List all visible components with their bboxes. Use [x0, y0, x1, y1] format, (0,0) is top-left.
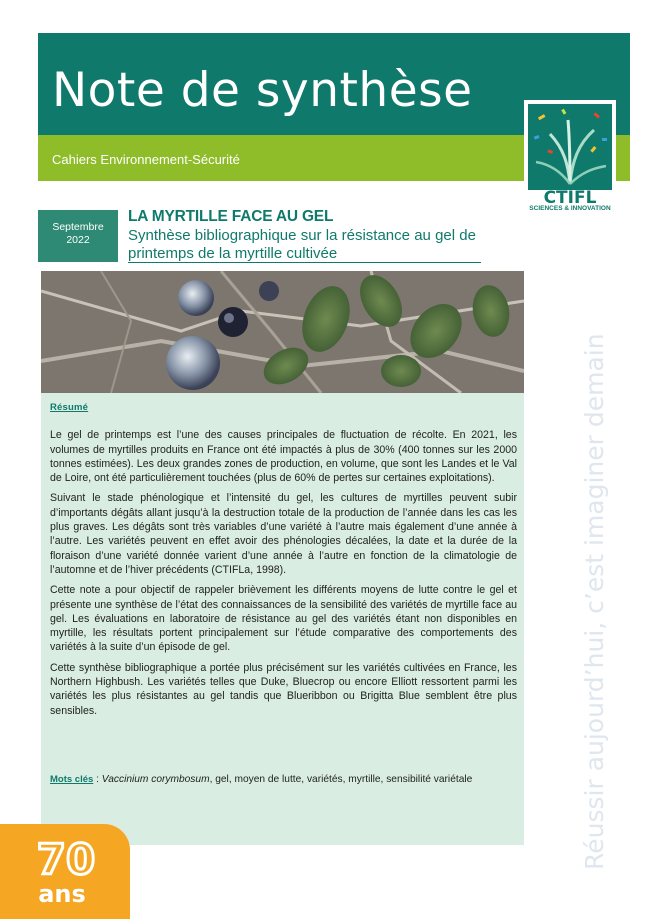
abstract-paragraph: Suivant le stade phénologique et l’intensité du gel, les cultures de myrtilles peuvent subir d’importants dégâts allant jusqu’à la destruction totale de la production de l’année dans les cas les plus graves. Les dégâts sont très variables d’une variété à l’autre mais également d’une année à l’autre. Les variétés peuvent en effet avoir des phénologies décalées, la date et la durée de la floraison d’une variété donnée varient d’une année à l’autre en fonction de la climatologie de l’automne et de l’hiver précédents (CTIFLa, 1998). — [50, 492, 517, 576]
abstract-panel — [41, 393, 524, 845]
keywords-label: Mots clés — [50, 774, 94, 785]
logo-tagline: SCIENCES & INNOVATION — [529, 205, 611, 212]
frosted-blueberry-photo — [41, 271, 524, 393]
article-subtitle: Synthèse bibliographique sur la résistance au gel de printemps de la myrtille cultivée — [128, 227, 476, 262]
abstract-paragraph: Cette note a pour objectif de rappeler brièvement les différents moyens de lutte contre le gel et présente une synthèse de l’état des connaissances de la sensibilité des variétés de myrtille face au gel. Les évaluations en laboratoire de résistance au gel des variétés étant non disponibles en myrtille, les résultats portent principalement sur l’étude comparative des comportements des variétés à la suite d’un épisode de gel. — [50, 584, 517, 654]
article-title: LA MYRTILLE FACE AU GEL — [128, 208, 334, 225]
page-title: Note de synthèse — [52, 63, 473, 118]
vertical-slogan: Réussir aujourd’hui, c’est imaginer demain — [580, 333, 609, 870]
logo-emblem — [528, 104, 612, 190]
photo-illustration — [41, 271, 524, 393]
date-year: 2022 — [66, 234, 90, 246]
series-name: Cahiers Environnement-Sécurité — [52, 152, 240, 167]
abstract-heading: Résumé — [50, 402, 89, 413]
logo-wordmark: CTIFL — [543, 188, 597, 208]
keywords-separator: : — [93, 774, 102, 785]
abstract-paragraph: Le gel de printemps est l’une des causes principales de fluctuation de récolte. En 2021, les volumes de myrtilles produits en France ont été impactés à plus de 30% (400 tonnes sur les 2000 tonnes estimées). Les deux grandes zones de production, en volume, que sont les Landes et le Val de Loire, ont été particulièrement touchées (plus de 60% de pertes sur certaines exploitations). — [50, 429, 517, 485]
badge-label: ans — [38, 880, 86, 908]
keywords-line — [50, 774, 520, 785]
title-divider — [128, 262, 481, 263]
ctifl-logo — [524, 100, 616, 215]
anniversary-icon — [0, 824, 130, 919]
badge-number: 70 — [36, 835, 96, 884]
date-box — [38, 210, 118, 262]
keyword-species: Vaccinium corymbosum — [101, 774, 210, 785]
abstract-paragraph: Cette synthèse bibliographique a portée plus précisément sur les variétés cultivées en France, les Northern Highbush. Les variétés telles que Duke, Bluecrop ou encore Elliott ressortent parmi les variétés les plus résistantes au gel tandis que Blueribbon ou Brigitta Blue semblent être plus sensibles. — [50, 661, 517, 717]
anniversary-badge — [0, 824, 130, 919]
keywords-list: , gel, moyen de lutte, variétés, myrtille, sensibilité variétale — [209, 774, 473, 785]
date-month: Septembre — [52, 221, 104, 233]
plant-icon — [528, 104, 612, 190]
